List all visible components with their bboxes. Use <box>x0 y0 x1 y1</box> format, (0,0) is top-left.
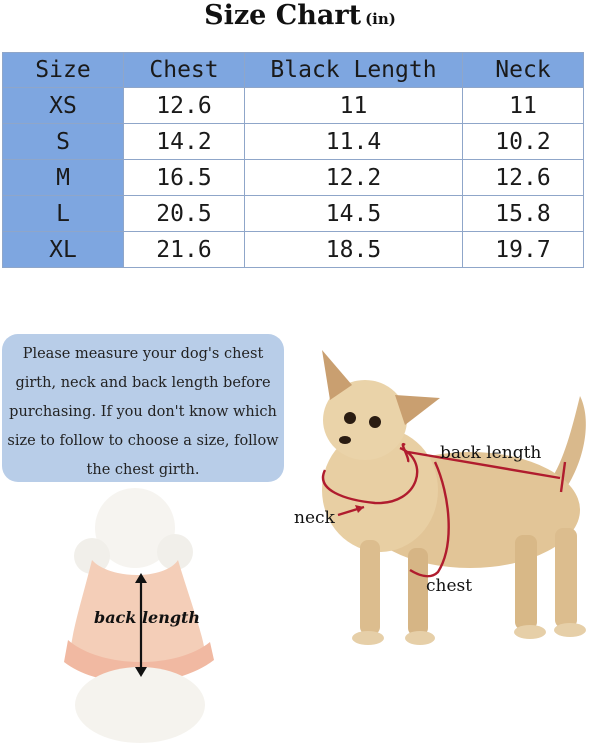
cell-neck: 19.7 <box>463 232 584 268</box>
header-back-length: Black Length <box>245 53 463 88</box>
header-neck: Neck <box>463 53 584 88</box>
dog-eye <box>369 416 381 428</box>
fluffy-base <box>75 667 205 743</box>
dog-nose <box>339 436 351 444</box>
dog-leg-front-right <box>408 548 428 636</box>
cell-neck: 10.2 <box>463 124 584 160</box>
cell-size: S <box>3 124 124 160</box>
cell-back-length: 14.5 <box>245 196 463 232</box>
dog-leg-front-left <box>360 540 380 635</box>
label-dress-back-length: back length <box>94 608 201 627</box>
dog-leg-back-left <box>515 535 537 630</box>
header-size: Size <box>3 53 124 88</box>
label-back-length: back length <box>440 443 542 463</box>
cell-size: M <box>3 160 124 196</box>
cell-size: L <box>3 196 124 232</box>
dog-paw <box>352 631 384 645</box>
cell-neck: 11 <box>463 88 584 124</box>
label-neck: neck <box>294 508 335 528</box>
cell-neck: 15.8 <box>463 196 584 232</box>
header-chest: Chest <box>124 53 245 88</box>
cell-size: XL <box>3 232 124 268</box>
cell-chest: 21.6 <box>124 232 245 268</box>
cell-size: XS <box>3 88 124 124</box>
dog-paw <box>554 623 586 637</box>
dog-illustration <box>322 350 586 645</box>
cell-neck: 12.6 <box>463 160 584 196</box>
cell-chest: 20.5 <box>124 196 245 232</box>
dog-paw <box>514 625 546 639</box>
label-chest: chest <box>426 576 473 596</box>
cell-chest: 16.5 <box>124 160 245 196</box>
measurement-note: Please measure your dog's chest girth, neck and back length before purchasing. If you don't know which size to follow to choose a size, follow the chest girth. <box>2 334 284 482</box>
cell-chest: 12.6 <box>124 88 245 124</box>
dog-leg-back-right <box>555 528 577 628</box>
title-text: Size Chart <box>204 0 362 31</box>
dog-paw <box>405 631 435 645</box>
cell-back-length: 18.5 <box>245 232 463 268</box>
cell-chest: 14.2 <box>124 124 245 160</box>
dog-eye <box>344 412 356 424</box>
cell-back-length: 12.2 <box>245 160 463 196</box>
cell-back-length: 11 <box>245 88 463 124</box>
cell-back-length: 11.4 <box>245 124 463 160</box>
title-unit: (in) <box>365 10 396 28</box>
